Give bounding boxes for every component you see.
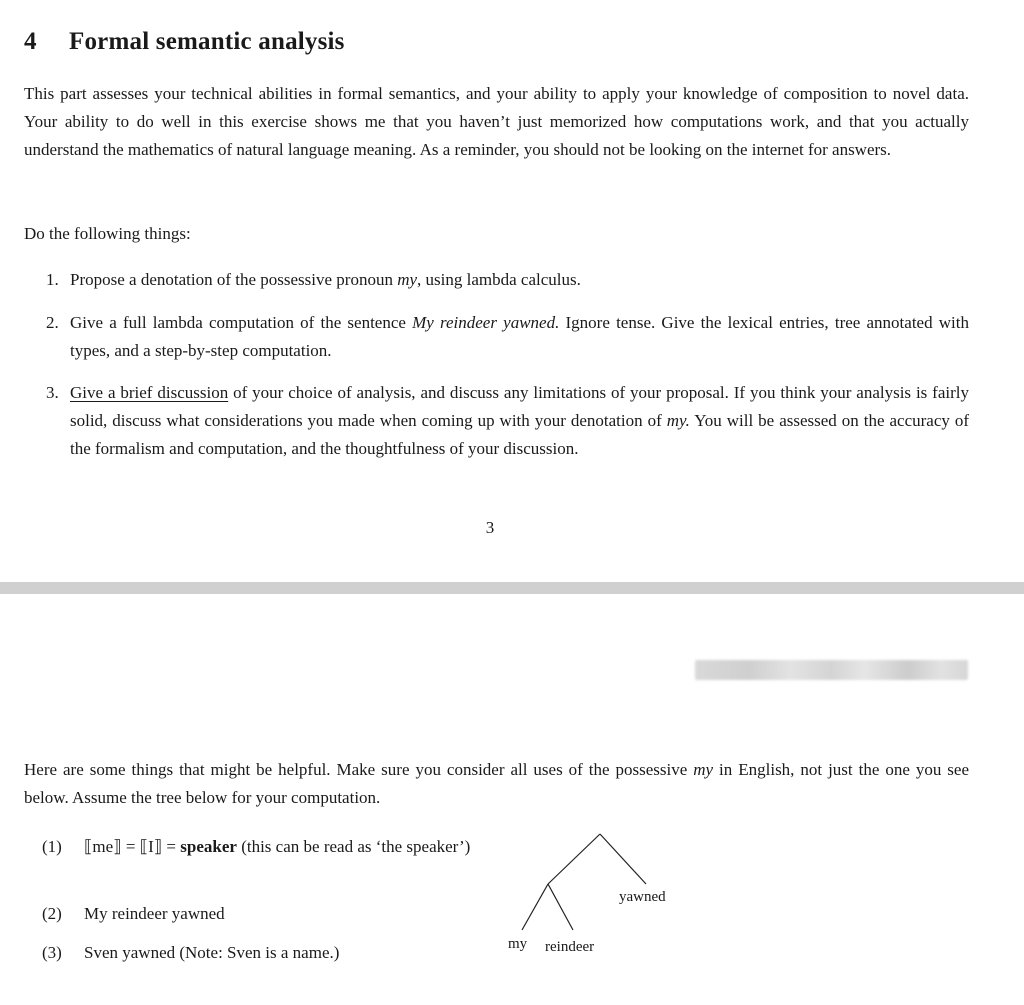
tree-branch bbox=[600, 834, 646, 884]
task-marker: 1. bbox=[46, 270, 59, 289]
task-list-3 bbox=[24, 379, 969, 463]
helpful-italic: my bbox=[693, 760, 714, 779]
section-title: Formal semantic analysis bbox=[69, 28, 345, 55]
helpful-paragraph bbox=[24, 756, 969, 812]
task-marker: 2. bbox=[46, 313, 59, 332]
task-text: Give a full lambda computation of the sentence bbox=[70, 313, 413, 332]
example-formula: ⟦me⟧ = ⟦I⟧ = bbox=[84, 837, 181, 856]
tree-leaf-yawned: yawned bbox=[619, 889, 666, 905]
section-number: 4 bbox=[24, 28, 37, 55]
task-marker: 3. bbox=[46, 383, 59, 402]
tree-branch bbox=[548, 834, 600, 884]
example-text: Sven yawned (Note: Sven is a name.) bbox=[84, 943, 340, 962]
intro-paragraph: This part assesses your technical abilities in formal semantics, and your ability to apply your knowledge of composition to novel data. Your ability to do well in this exercise shows me that you haven’t just memorized how computations work, and that you actually understand the mathematics of natural language meaning. As a reminder, you should not be looking on the internet for answers. bbox=[24, 84, 969, 159]
task-italic: my bbox=[397, 270, 418, 289]
helpful-text: in English, not just the one you see below. Assume the tree below for your computation. bbox=[24, 760, 969, 807]
example-number: (3) bbox=[42, 943, 62, 962]
example-number: (1) bbox=[42, 837, 62, 856]
task-italic: My reindeer yawned. bbox=[412, 313, 560, 332]
page-number: 3 bbox=[485, 518, 495, 537]
tree-leaf-reindeer: reindeer bbox=[545, 939, 595, 955]
task-item-2 bbox=[24, 309, 969, 365]
example-2 bbox=[42, 900, 225, 928]
task-list-2 bbox=[24, 309, 969, 365]
example-3 bbox=[42, 939, 339, 967]
task-text: of your choice of analysis, and discuss any limitations of your proposal. If you think your analysis is fairly solid, discuss what considerations you made when coming up with your denotation of bbox=[70, 383, 969, 430]
task-text: , using lambda calculus. bbox=[417, 270, 581, 289]
tree-leaf-my: my bbox=[508, 936, 528, 952]
task-list-1 bbox=[24, 266, 969, 294]
helpful-text: Here are some things that might be helpful. Make sure you consider all uses of the possessive bbox=[24, 760, 694, 779]
task-item-3 bbox=[24, 379, 969, 463]
section-heading bbox=[24, 28, 345, 56]
task-italic: my. bbox=[666, 411, 690, 430]
example-text: My reindeer yawned bbox=[84, 904, 225, 923]
example-text: (this can be read as ‘the speaker’) bbox=[236, 837, 471, 856]
example-number: (2) bbox=[42, 904, 62, 923]
instructions-lead: Do the following things: bbox=[24, 224, 191, 243]
task-text: Ignore tense. Give the lexical entries, tree annotated with types, and a step-by-step computation. bbox=[70, 313, 969, 360]
example-1 bbox=[42, 833, 502, 861]
example-bold: speaker bbox=[180, 837, 237, 856]
task-underlined: Give a brief discussion bbox=[70, 383, 229, 402]
syntax-tree bbox=[500, 826, 700, 966]
task-text: Propose a denotation of the possessive pronoun bbox=[70, 270, 398, 289]
page-separator bbox=[0, 582, 1024, 594]
task-item-1 bbox=[24, 266, 969, 294]
tree-branch bbox=[522, 884, 548, 930]
redacted-header bbox=[695, 660, 968, 680]
task-text: You will be assessed on the accuracy of the formalism and computation, and the thoughtfulness of your discussion. bbox=[70, 411, 969, 458]
tree-branch bbox=[548, 884, 573, 930]
